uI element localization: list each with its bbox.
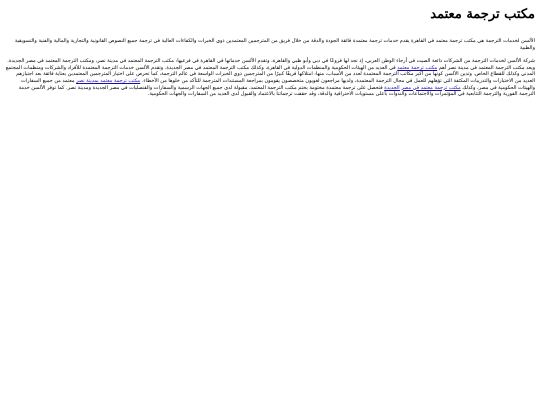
page-title: مكتب ترجمة معتمد	[430, 7, 535, 22]
nasr-city-office-link[interactable]: مكتب ترجمة معتمد بمدينة نصر	[76, 77, 141, 84]
heliopolis-office-link[interactable]: مكتب ترجمة معتمد في مصر الجديدة	[384, 84, 461, 91]
body-text-part1: شركة الألسن لخدمات الترجمة من الشركات ذائعة الصيت في أرجاء الوطن العربي، إذ نجد لها فروعًا في دبي وأبو ظبي والقاهرة، وتقدم الألسن خدماتها في القاهرة في فرعيها: مكتب الترجمة المعتمد في مدينة نصر، ومكتب الترجمة المعتمد في مصر الجديدة. ويعد مكتب الترجمة المعتمد في مدينة نصر أهم	[7, 58, 535, 71]
intro-paragraph	[5, 38, 535, 51]
body-paragraph	[5, 58, 535, 98]
intro-text: الألسن لخدمات الترجمة هي مكتب ترجمة معتمد في القاهرة يقدم خدمات ترجمة معتمدة فائقة الجودة والدقة من خلال فريق من المترجمين المعتمدين ذوي الخبرات والكفاءات العالية في ترجمة جميع النصوص القانونية والتجارية والمالية والفنية والتسويقية والطبية	[14, 38, 535, 51]
certified-office-link[interactable]: مكتب ترجمة معتمد	[397, 64, 438, 71]
body-text-part4: فتحصل على ترجمة معتمدة مختومة بختم مكتب الترجمة المعتمد، مقبولة لدى جميع الجهات الرسمية والسفارات والقنصليات في مصر الجديدة ومدينة نصر. كما توفر الألسن خدمة الترجمة الفورية والترجمة التتابعية في المؤتمرات والاجتماعات والندوات بأعلى مستويات الاحترافية والدقة، وقد حققت ترجماتنا بالاعتماد والقبول لدى العديد من السفارات والجهات الحكومية.	[18, 84, 535, 98]
body-text-part3: معتمد من جميع السفارات والهيئات الحكومية في مصر، وكذلك	[21, 77, 535, 91]
body-text-part2: في العديد من الهيئات الحكومية والمنظمات الدولية في القاهرة، وكذلك مكتب الترجمة المعتمد في مصر الجديدة. وتقدم الألسن خدمات الترجمة المعتمدة للأفراد والشركات ومنظمات المجتمع المدني وكذلك للقطاع الخاص. وتدين الألسن كونها من أكبر مكاتب الترجمة المعتمدة لعدد من الأسباب، منها: امتلاكها فريقًا كبيرًا من المترجمين ذوي الخبرات الواسعة في عالم الترجمة، كما تحرص على اختيار المترجمين المعتمدين بعناية فائقة بعد اجتيازهم العديد من الاختبارات والتدريبات المكثفة التي تؤهلهم للعمل في مجال الترجمة المعتمدة، ولديها مراجعون لغويون متخصصون يقومون بمراجعة المستندات المترجمة للتأكد من خلوها من الأخطاء.	[5, 64, 535, 84]
